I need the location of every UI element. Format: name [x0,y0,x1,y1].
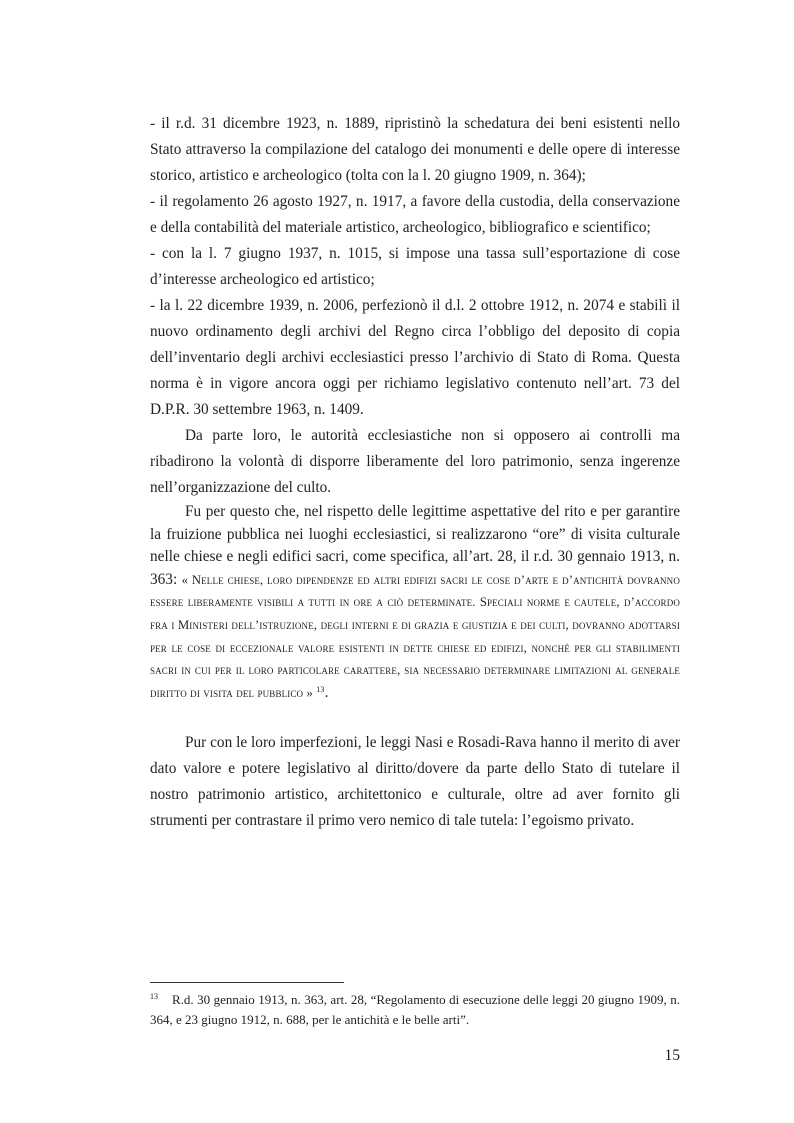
list-item-legge-1937: - con la l. 7 giugno 1937, n. 1015, si impose una tassa sull’esportazione di cose d’interesse archeologico ed artistico; [150,245,680,288]
legal-quote: « Nelle chiese, loro dipendenze ed altri edifizi sacri le cose d’arte e d’antichità dovranno essere liberamente visibili a tutti in ore a ciò determinate. Speciali norme e cautele, d’accordo fra i Ministeri dell’istruzione, degli interni e di grazia e giustizia e dei culti, dovranno adottarsi per le cose di eccezionale valore esistenti in dette chiese ed edifizi, nonché per gli stabilimenti sacri in cui per il loro particolare carattere, sia necessario determinare limitazioni al generale diritto di visita del pubblico » [150,572,680,700]
list-item-regolamento-1927: - il regolamento 26 agosto 1927, n. 1917, a favore della custodia, della conservazione e della contabilità del materiale artistico, archeologico, bibliografico e scientifico; [150,193,680,236]
body-text [150,111,680,834]
list-item-rd-1923: - il r.d. 31 dicembre 1923, n. 1889, ripristinò la schedatura dei beni esistenti nello Stato attraverso la compilazione del catalogo dei monumenti e delle opere di interesse storico, artistico e archeologico (tolta con la l. 20 giugno 1909, n. 364); [150,115,680,184]
footnote-separator [150,982,344,983]
quote-end: . [324,683,329,701]
paragraph-visita-culturale [150,501,680,704]
footnote [150,990,680,1030]
page-number: 15 [664,1047,680,1064]
footnote-reference: 13 [316,684,325,694]
paragraph-spacer [150,704,680,730]
paragraph-lead: Fu per questo che, nel rispetto delle legittime aspettative del rito e per garantire la fruizione pubblica nei luoghi ecclesiastici, si realizzarono “ore” di visita culturale nelle chiese e negli edifici sacri, come specifica, all’art. 28, il r.d. 30 gennaio 1913, n. 363: [150,503,680,588]
paragraph-autorita-ecclesiastiche: Da parte loro, le autorità ecclesiastiche non si opposero ai controlli ma ribadirono la volontà di disporre liberamente del loro patrimonio, senza ingerenze nell’organizzazione del culto. [150,427,680,496]
footnote-number: 13 [150,991,158,1001]
paragraph-conclusione: Pur con le loro imperfezioni, le leggi Nasi e Rosadi-Rava hanno il merito di aver dato valore e potere legislativo al diritto/dovere da parte dello Stato di tutelare il nostro patrimonio artistico, architettonico e culturale, oltre ad aver fornito gli strumenti per contrastare il primo vero nemico di tale tutela: l’egoismo privato. [150,734,680,830]
footnote-text: R.d. 30 gennaio 1913, n. 363, art. 28, “Regolamento di esecuzione delle leggi 20 giugno 1909, n. 364, e 23 giugno 1912, n. 688, per le antichità e le belle arti”. [150,992,680,1027]
list-item-legge-1939: - la l. 22 dicembre 1939, n. 2006, perfezionò il d.l. 2 ottobre 1912, n. 2074 e stabilì il nuovo ordinamento degli archivi del Regno circa l’obbligo del deposito di copia dell’inventario degli archivi ecclesiastici presso l’archivio di Stato di Roma. Questa norma è in vigore ancora oggi per richiamo legislativo contenuto nell’art. 73 del D.P.R. 30 settembre 1963, n. 1409. [150,297,680,418]
